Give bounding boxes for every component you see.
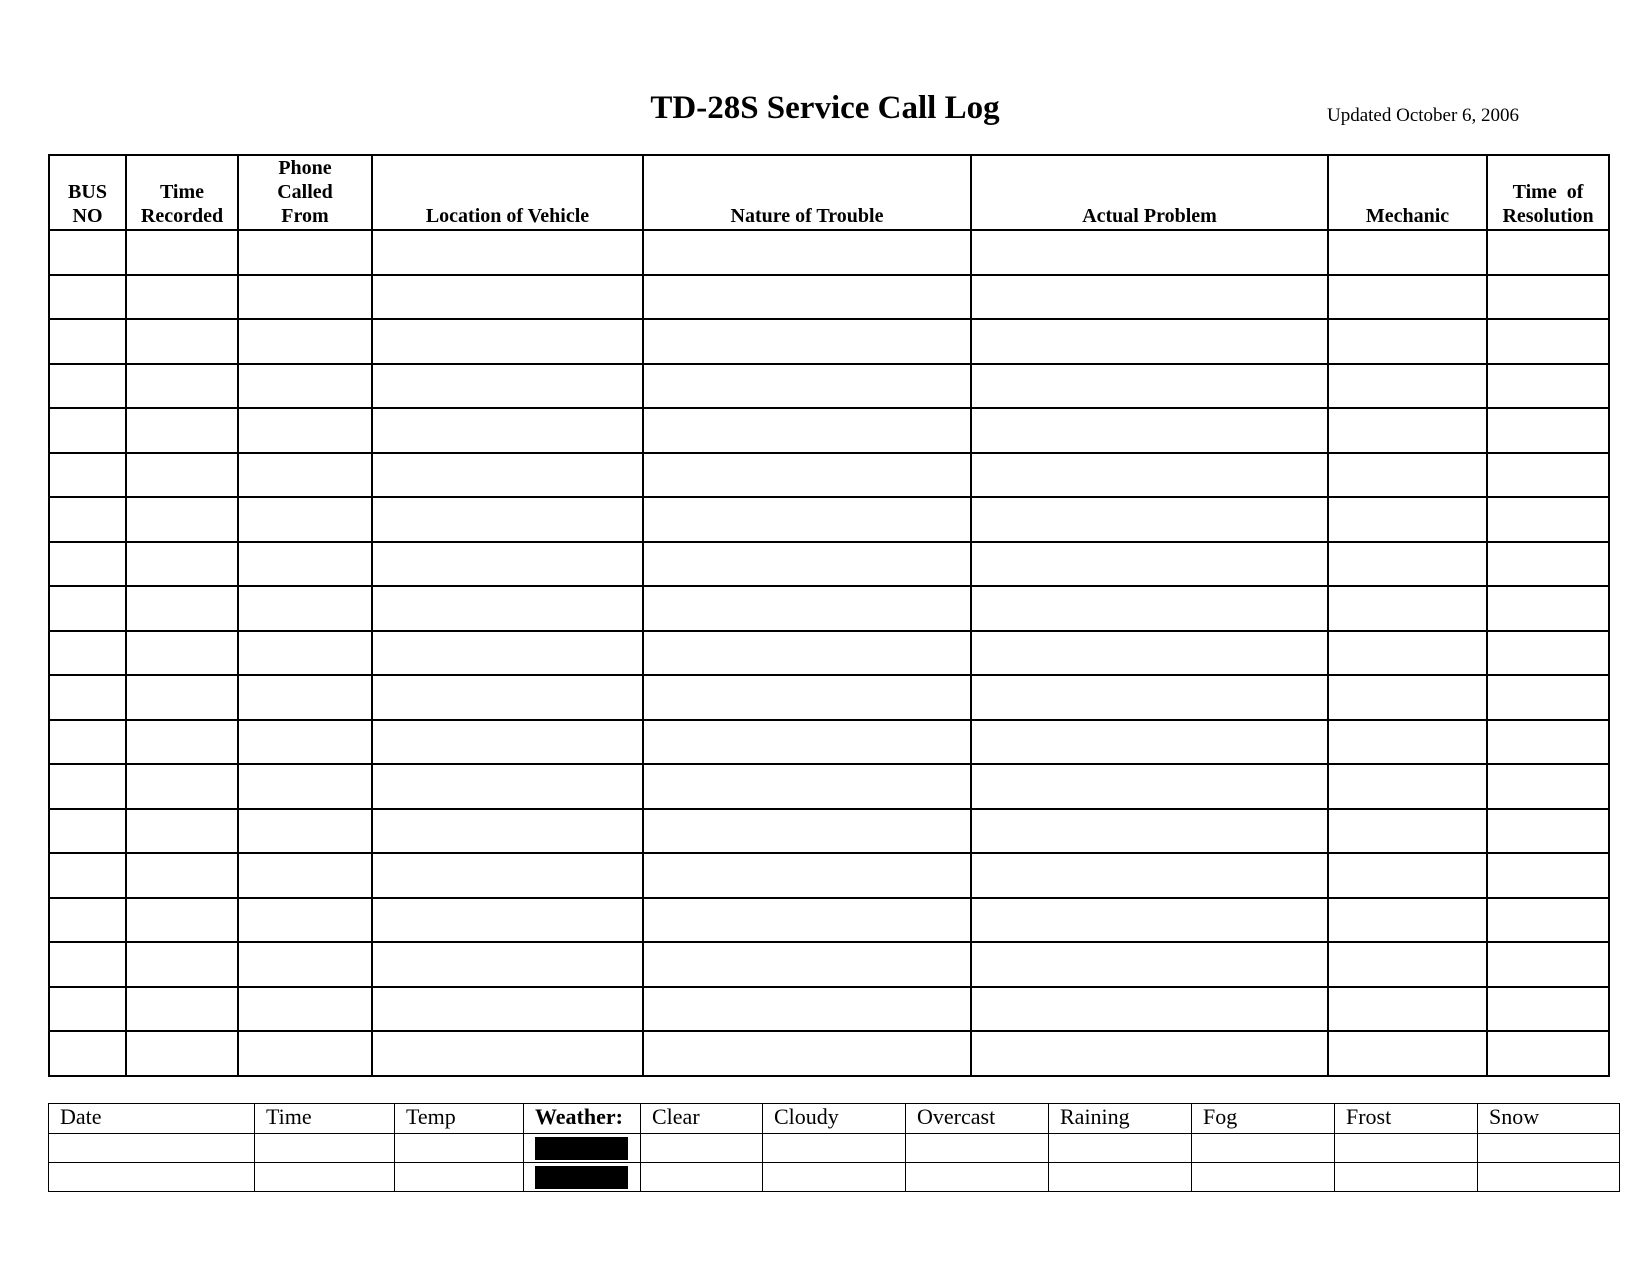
log-cell[interactable] bbox=[643, 364, 971, 409]
log-cell[interactable] bbox=[49, 987, 126, 1032]
log-cell[interactable] bbox=[1328, 408, 1487, 453]
log-cell[interactable] bbox=[1487, 942, 1609, 987]
log-cell[interactable] bbox=[1328, 586, 1487, 631]
wx-fog-label: Fog bbox=[1192, 1104, 1335, 1134]
redaction-box bbox=[535, 1137, 628, 1160]
log-cell[interactable] bbox=[643, 987, 971, 1032]
log-cell[interactable] bbox=[643, 942, 971, 987]
log-cell[interactable] bbox=[49, 942, 126, 987]
log-cell[interactable] bbox=[372, 364, 643, 409]
log-cell[interactable] bbox=[1487, 764, 1609, 809]
log-cell[interactable] bbox=[971, 898, 1328, 943]
log-cell[interactable] bbox=[1328, 898, 1487, 943]
log-cell[interactable] bbox=[126, 364, 238, 409]
log-cell[interactable] bbox=[971, 987, 1328, 1032]
log-cell[interactable] bbox=[238, 942, 372, 987]
log-cell[interactable] bbox=[372, 453, 643, 498]
log-cell[interactable] bbox=[643, 275, 971, 320]
log-cell[interactable] bbox=[971, 631, 1328, 676]
log-cell[interactable] bbox=[126, 720, 238, 765]
weather-cell[interactable] bbox=[1049, 1134, 1192, 1163]
log-row bbox=[49, 230, 1609, 275]
log-cell[interactable] bbox=[238, 631, 372, 676]
log-cell[interactable] bbox=[238, 364, 372, 409]
log-cell[interactable] bbox=[971, 675, 1328, 720]
log-cell[interactable] bbox=[238, 408, 372, 453]
log-row bbox=[49, 497, 1609, 542]
page-title: TD-28S Service Call Log bbox=[650, 90, 1000, 126]
log-cell[interactable] bbox=[1328, 720, 1487, 765]
log-cell[interactable] bbox=[49, 319, 126, 364]
weather-cell[interactable] bbox=[1335, 1134, 1478, 1163]
col-time-of-resolution: Time of Resolution bbox=[1487, 155, 1609, 230]
wx-frost-label: Frost bbox=[1335, 1104, 1478, 1134]
log-cell[interactable] bbox=[126, 631, 238, 676]
weather-cell[interactable] bbox=[1192, 1134, 1335, 1163]
log-cell[interactable] bbox=[372, 497, 643, 542]
col-mechanic: Mechanic bbox=[1328, 155, 1487, 230]
log-cell[interactable] bbox=[372, 586, 643, 631]
log-cell[interactable] bbox=[49, 720, 126, 765]
log-cell[interactable] bbox=[126, 942, 238, 987]
log-cell[interactable] bbox=[49, 675, 126, 720]
log-row bbox=[49, 853, 1609, 898]
log-cell[interactable] bbox=[238, 230, 372, 275]
log-cell[interactable] bbox=[643, 675, 971, 720]
log-cell[interactable] bbox=[1487, 408, 1609, 453]
weather-cell[interactable] bbox=[255, 1134, 395, 1163]
log-cell[interactable] bbox=[372, 764, 643, 809]
log-row bbox=[49, 987, 1609, 1032]
log-row bbox=[49, 631, 1609, 676]
log-cell[interactable] bbox=[1487, 1031, 1609, 1076]
log-cell[interactable] bbox=[1328, 230, 1487, 275]
log-cell[interactable] bbox=[971, 319, 1328, 364]
log-cell[interactable] bbox=[1328, 675, 1487, 720]
log-cell[interactable] bbox=[49, 364, 126, 409]
log-cell[interactable] bbox=[372, 720, 643, 765]
log-cell[interactable] bbox=[1487, 631, 1609, 676]
log-cell[interactable] bbox=[372, 898, 643, 943]
log-cell[interactable] bbox=[1328, 942, 1487, 987]
log-cell[interactable] bbox=[49, 275, 126, 320]
log-cell[interactable] bbox=[643, 853, 971, 898]
log-cell[interactable] bbox=[49, 631, 126, 676]
log-cell[interactable] bbox=[643, 809, 971, 854]
weather-redacted-cell bbox=[524, 1163, 641, 1192]
weather-cell[interactable] bbox=[906, 1163, 1049, 1192]
log-cell[interactable] bbox=[1328, 809, 1487, 854]
log-cell[interactable] bbox=[643, 453, 971, 498]
log-cell[interactable] bbox=[126, 319, 238, 364]
log-cell[interactable] bbox=[372, 275, 643, 320]
redaction-box bbox=[535, 1166, 628, 1189]
log-cell[interactable] bbox=[126, 497, 238, 542]
log-cell[interactable] bbox=[971, 764, 1328, 809]
col-time-recorded: Time Recorded bbox=[126, 155, 238, 230]
log-row bbox=[49, 720, 1609, 765]
wx-snow-label: Snow bbox=[1478, 1104, 1620, 1134]
weather-table bbox=[48, 1103, 1620, 1192]
log-cell[interactable] bbox=[643, 230, 971, 275]
log-row bbox=[49, 275, 1609, 320]
log-row bbox=[49, 542, 1609, 587]
log-cell[interactable] bbox=[971, 364, 1328, 409]
log-cell[interactable] bbox=[49, 809, 126, 854]
wx-temp-label: Temp bbox=[395, 1104, 524, 1134]
log-cell[interactable] bbox=[1328, 364, 1487, 409]
log-cell[interactable] bbox=[126, 675, 238, 720]
log-row bbox=[49, 586, 1609, 631]
log-cell[interactable] bbox=[1487, 853, 1609, 898]
weather-cell[interactable] bbox=[255, 1163, 395, 1192]
log-cell[interactable] bbox=[1328, 275, 1487, 320]
log-cell[interactable] bbox=[1487, 453, 1609, 498]
log-cell[interactable] bbox=[643, 542, 971, 587]
log-cell[interactable] bbox=[971, 942, 1328, 987]
log-cell[interactable] bbox=[49, 898, 126, 943]
log-cell[interactable] bbox=[643, 586, 971, 631]
log-cell[interactable] bbox=[643, 1031, 971, 1076]
weather-cell[interactable] bbox=[1478, 1163, 1620, 1192]
weather-cell[interactable] bbox=[641, 1163, 763, 1192]
updated-date: Updated October 6, 2006 bbox=[1327, 105, 1520, 126]
log-cell[interactable] bbox=[643, 720, 971, 765]
log-cell[interactable] bbox=[643, 408, 971, 453]
log-cell[interactable] bbox=[971, 497, 1328, 542]
log-cell[interactable] bbox=[238, 275, 372, 320]
col-nature-of-trouble: Nature of Trouble bbox=[643, 155, 971, 230]
weather-cell[interactable] bbox=[49, 1134, 255, 1163]
weather-cell[interactable] bbox=[906, 1134, 1049, 1163]
log-cell[interactable] bbox=[1328, 497, 1487, 542]
weather-row bbox=[49, 1163, 1620, 1192]
log-cell[interactable] bbox=[971, 1031, 1328, 1076]
log-cell[interactable] bbox=[372, 809, 643, 854]
log-cell[interactable] bbox=[971, 275, 1328, 320]
log-cell[interactable] bbox=[1487, 275, 1609, 320]
log-cell[interactable] bbox=[126, 987, 238, 1032]
col-location-of-vehicle: Location of Vehicle bbox=[372, 155, 643, 230]
log-cell[interactable] bbox=[126, 542, 238, 587]
weather-cell[interactable] bbox=[1478, 1134, 1620, 1163]
log-cell[interactable] bbox=[49, 497, 126, 542]
log-cell[interactable] bbox=[126, 853, 238, 898]
log-cell[interactable] bbox=[1487, 720, 1609, 765]
wx-clear-label: Clear bbox=[641, 1104, 763, 1134]
log-cell[interactable] bbox=[372, 1031, 643, 1076]
weather-body bbox=[49, 1134, 1620, 1192]
log-cell[interactable] bbox=[1487, 542, 1609, 587]
weather-cell[interactable] bbox=[395, 1134, 524, 1163]
log-cell[interactable] bbox=[49, 230, 126, 275]
log-cell[interactable] bbox=[1328, 987, 1487, 1032]
log-cell[interactable] bbox=[971, 853, 1328, 898]
log-cell[interactable] bbox=[372, 408, 643, 453]
weather-cell[interactable] bbox=[763, 1163, 906, 1192]
log-cell[interactable] bbox=[1487, 898, 1609, 943]
log-cell[interactable] bbox=[1328, 542, 1487, 587]
weather-row bbox=[49, 1134, 1620, 1163]
log-row bbox=[49, 764, 1609, 809]
weather-cell[interactable] bbox=[395, 1163, 524, 1192]
log-cell[interactable] bbox=[372, 542, 643, 587]
log-cell[interactable] bbox=[1328, 631, 1487, 676]
log-cell[interactable] bbox=[1328, 453, 1487, 498]
log-cell[interactable] bbox=[238, 542, 372, 587]
log-cell[interactable] bbox=[126, 898, 238, 943]
log-cell[interactable] bbox=[1487, 586, 1609, 631]
log-row bbox=[49, 408, 1609, 453]
log-cell[interactable] bbox=[126, 453, 238, 498]
log-cell[interactable] bbox=[372, 319, 643, 364]
log-cell[interactable] bbox=[238, 453, 372, 498]
log-cell[interactable] bbox=[1328, 853, 1487, 898]
log-row bbox=[49, 675, 1609, 720]
log-cell[interactable] bbox=[643, 631, 971, 676]
log-cell[interactable] bbox=[643, 497, 971, 542]
log-cell[interactable] bbox=[372, 675, 643, 720]
log-cell[interactable] bbox=[238, 319, 372, 364]
log-cell[interactable] bbox=[1328, 764, 1487, 809]
log-cell[interactable] bbox=[971, 453, 1328, 498]
log-row bbox=[49, 319, 1609, 364]
log-cell[interactable] bbox=[49, 853, 126, 898]
log-row bbox=[49, 364, 1609, 409]
log-cell[interactable] bbox=[49, 764, 126, 809]
log-cell[interactable] bbox=[372, 853, 643, 898]
log-cell[interactable] bbox=[1487, 497, 1609, 542]
log-cell[interactable] bbox=[372, 942, 643, 987]
log-cell[interactable] bbox=[238, 675, 372, 720]
log-cell[interactable] bbox=[643, 764, 971, 809]
log-cell[interactable] bbox=[372, 987, 643, 1032]
log-header-row bbox=[49, 155, 1609, 230]
log-cell[interactable] bbox=[126, 809, 238, 854]
log-cell[interactable] bbox=[1487, 809, 1609, 854]
log-cell[interactable] bbox=[971, 720, 1328, 765]
log-cell[interactable] bbox=[1328, 1031, 1487, 1076]
log-row bbox=[49, 942, 1609, 987]
log-cell[interactable] bbox=[238, 853, 372, 898]
weather-cell[interactable] bbox=[1335, 1163, 1478, 1192]
log-cell[interactable] bbox=[238, 497, 372, 542]
weather-header-row bbox=[49, 1104, 1620, 1134]
log-cell[interactable] bbox=[1487, 675, 1609, 720]
log-cell[interactable] bbox=[971, 586, 1328, 631]
log-row bbox=[49, 1031, 1609, 1076]
log-cell[interactable] bbox=[372, 631, 643, 676]
weather-cell[interactable] bbox=[763, 1134, 906, 1163]
log-cell[interactable] bbox=[971, 542, 1328, 587]
log-cell[interactable] bbox=[643, 319, 971, 364]
col-bus-no: BUS NO bbox=[49, 155, 126, 230]
log-body bbox=[49, 230, 1609, 1076]
log-cell[interactable] bbox=[126, 230, 238, 275]
log-cell[interactable] bbox=[372, 230, 643, 275]
log-cell[interactable] bbox=[49, 453, 126, 498]
log-cell[interactable] bbox=[238, 720, 372, 765]
log-cell[interactable] bbox=[971, 408, 1328, 453]
log-cell[interactable] bbox=[238, 898, 372, 943]
log-row bbox=[49, 453, 1609, 498]
log-cell[interactable] bbox=[1487, 364, 1609, 409]
log-cell[interactable] bbox=[238, 764, 372, 809]
log-cell[interactable] bbox=[126, 1031, 238, 1076]
weather-cell[interactable] bbox=[1192, 1163, 1335, 1192]
wx-weather-label: Weather: bbox=[524, 1104, 641, 1134]
log-cell[interactable] bbox=[49, 408, 126, 453]
log-cell[interactable] bbox=[1487, 987, 1609, 1032]
log-cell[interactable] bbox=[1328, 319, 1487, 364]
wx-time-label: Time bbox=[255, 1104, 395, 1134]
weather-cell[interactable] bbox=[49, 1163, 255, 1192]
log-row bbox=[49, 809, 1609, 854]
log-cell[interactable] bbox=[1487, 319, 1609, 364]
log-cell[interactable] bbox=[49, 586, 126, 631]
log-cell[interactable] bbox=[126, 764, 238, 809]
log-cell[interactable] bbox=[126, 586, 238, 631]
col-phone-called-from: Phone Called From bbox=[238, 155, 372, 230]
log-row bbox=[49, 898, 1609, 943]
weather-redacted-cell bbox=[524, 1134, 641, 1163]
weather-cell[interactable] bbox=[1049, 1163, 1192, 1192]
log-cell[interactable] bbox=[238, 586, 372, 631]
log-cell[interactable] bbox=[643, 898, 971, 943]
log-cell[interactable] bbox=[126, 408, 238, 453]
log-cell[interactable] bbox=[126, 275, 238, 320]
log-cell[interactable] bbox=[49, 542, 126, 587]
col-actual-problem: Actual Problem bbox=[971, 155, 1328, 230]
service-call-log-table bbox=[48, 154, 1610, 1077]
wx-overcast-label: Overcast bbox=[906, 1104, 1049, 1134]
log-cell[interactable] bbox=[971, 809, 1328, 854]
log-cell[interactable] bbox=[238, 1031, 372, 1076]
log-cell[interactable] bbox=[49, 1031, 126, 1076]
log-cell[interactable] bbox=[238, 987, 372, 1032]
log-cell[interactable] bbox=[238, 809, 372, 854]
log-cell[interactable] bbox=[1487, 230, 1609, 275]
wx-date-label: Date bbox=[49, 1104, 255, 1134]
wx-raining-label: Raining bbox=[1049, 1104, 1192, 1134]
wx-cloudy-label: Cloudy bbox=[763, 1104, 906, 1134]
log-cell[interactable] bbox=[971, 230, 1328, 275]
weather-cell[interactable] bbox=[641, 1134, 763, 1163]
